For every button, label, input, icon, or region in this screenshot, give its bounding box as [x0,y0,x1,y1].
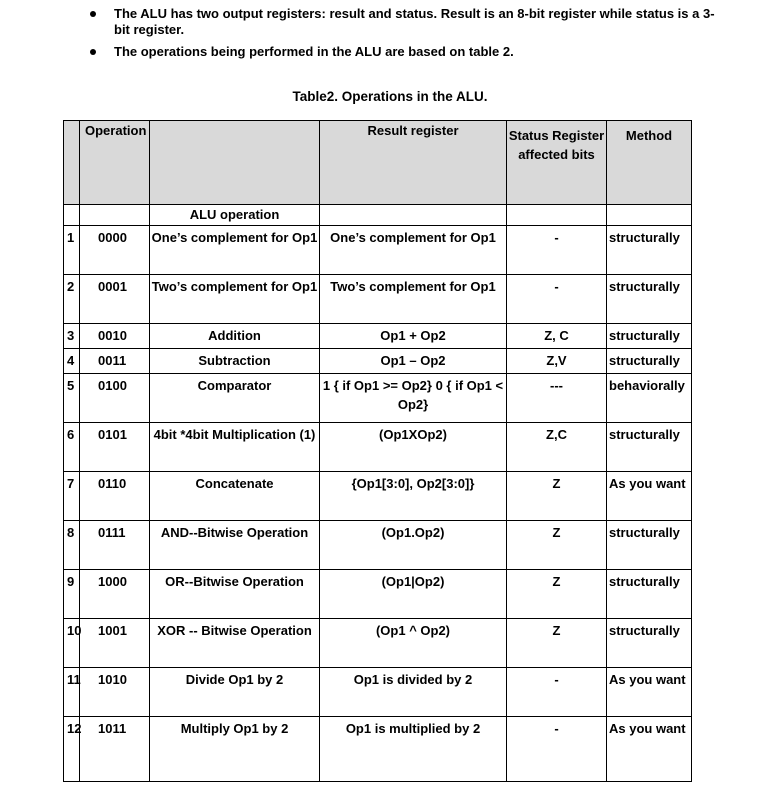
header-status: Status Register affected bits [507,121,607,205]
status-bits: Z [507,521,607,570]
method: structurally [607,570,692,619]
table-subheader-row [64,205,692,226]
header-result: Result register [320,121,507,205]
operation-code: 0101 [80,423,150,472]
operation-code: 0001 [80,275,150,324]
bullet-text: The ALU has two output registers: result and status. Result is an 8-bit register while status is a 3-bit register. [114,6,715,37]
alu-operation: 4bit *4bit Multiplication (1) [150,423,320,472]
alu-operation: AND--Bitwise Operation [150,521,320,570]
result-register: Op1 – Op2 [320,349,507,374]
row-number: 1 [64,226,80,275]
method: structurally [607,324,692,349]
row-number: 8 [64,521,80,570]
table-row [64,349,692,374]
status-bits: - [507,226,607,275]
bullet-icon [90,11,96,17]
row-number: 9 [64,570,80,619]
status-bits: Z [507,619,607,668]
result-register: Two’s complement for Op1 [320,275,507,324]
method: structurally [607,349,692,374]
result-register: {Op1[3:0], Op2[3:0]} [320,472,507,521]
status-bits: - [507,717,607,782]
method: structurally [607,226,692,275]
result-register: One’s complement for Op1 [320,226,507,275]
method: structurally [607,521,692,570]
alu-operation: XOR -- Bitwise Operation [150,619,320,668]
method: structurally [607,275,692,324]
alu-operation: OR--Bitwise Operation [150,570,320,619]
alu-operation: Divide Op1 by 2 [150,668,320,717]
row-number: 7 [64,472,80,521]
operation-code: 0100 [80,374,150,423]
alu-operation: Addition [150,324,320,349]
row-number: 4 [64,349,80,374]
method: As you want [607,717,692,782]
alu-operation: Comparator [150,374,320,423]
result-register: (Op1|Op2) [320,570,507,619]
operations-table [63,120,692,782]
table-row [64,717,692,782]
row-number: 3 [64,324,80,349]
result-register: Op1 is multiplied by 2 [320,717,507,782]
result-register: 1 { if Op1 >= Op2} 0 { if Op1 < Op2} [320,374,507,423]
status-bits: Z,C [507,423,607,472]
alu-operation: Two’s complement for Op1 [150,275,320,324]
header-index [64,121,80,205]
method: structurally [607,423,692,472]
header-alu-operation: ALU operation [150,205,320,226]
header-method: Method [607,121,692,205]
bullet-item [88,6,728,38]
alu-operation: One’s complement for Op1 [150,226,320,275]
bullet-list [88,6,728,66]
result-register: Op1 is divided by 2 [320,668,507,717]
operation-code: 1011 [80,717,150,782]
status-bits: - [507,275,607,324]
header-operation: Operation [80,121,150,205]
status-bits: --- [507,374,607,423]
row-number: 5 [64,374,80,423]
result-register: Op1 + Op2 [320,324,507,349]
status-bits: Z [507,570,607,619]
operation-code: 1000 [80,570,150,619]
method: structurally [607,619,692,668]
table-row [64,472,692,521]
table-body [64,226,692,782]
bullet-icon [90,49,96,55]
method: As you want [607,472,692,521]
table-row [64,226,692,275]
table-row [64,521,692,570]
method: behaviorally [607,374,692,423]
operation-code: 0111 [80,521,150,570]
result-register: (Op1XOp2) [320,423,507,472]
table-row [64,374,692,423]
row-number: 10 [64,619,80,668]
table-row [64,570,692,619]
row-number: 12 [64,717,80,782]
result-register: (Op1 ^ Op2) [320,619,507,668]
alu-operation: Multiply Op1 by 2 [150,717,320,782]
table-row [64,619,692,668]
status-bits: Z, C [507,324,607,349]
bullet-text: The operations being performed in the ALU are based on table 2. [114,44,514,59]
row-number: 11 [64,668,80,717]
operation-code: 0110 [80,472,150,521]
table-row [64,324,692,349]
operation-code: 0011 [80,349,150,374]
alu-operation: Subtraction [150,349,320,374]
header-alu-op-blank [150,121,320,205]
table-row [64,423,692,472]
alu-operation: Concatenate [150,472,320,521]
status-bits: Z [507,472,607,521]
operation-code: 0000 [80,226,150,275]
operation-code: 0010 [80,324,150,349]
table-caption: Table2. Operations in the ALU. [292,89,488,104]
status-bits: Z,V [507,349,607,374]
result-register: (Op1.Op2) [320,521,507,570]
bullet-item [88,44,728,60]
status-bits: - [507,668,607,717]
method: As you want [607,668,692,717]
table-row [64,275,692,324]
row-number: 6 [64,423,80,472]
operation-code: 1001 [80,619,150,668]
table-header-row [64,121,692,205]
row-number: 2 [64,275,80,324]
table-row [64,668,692,717]
operation-code: 1010 [80,668,150,717]
